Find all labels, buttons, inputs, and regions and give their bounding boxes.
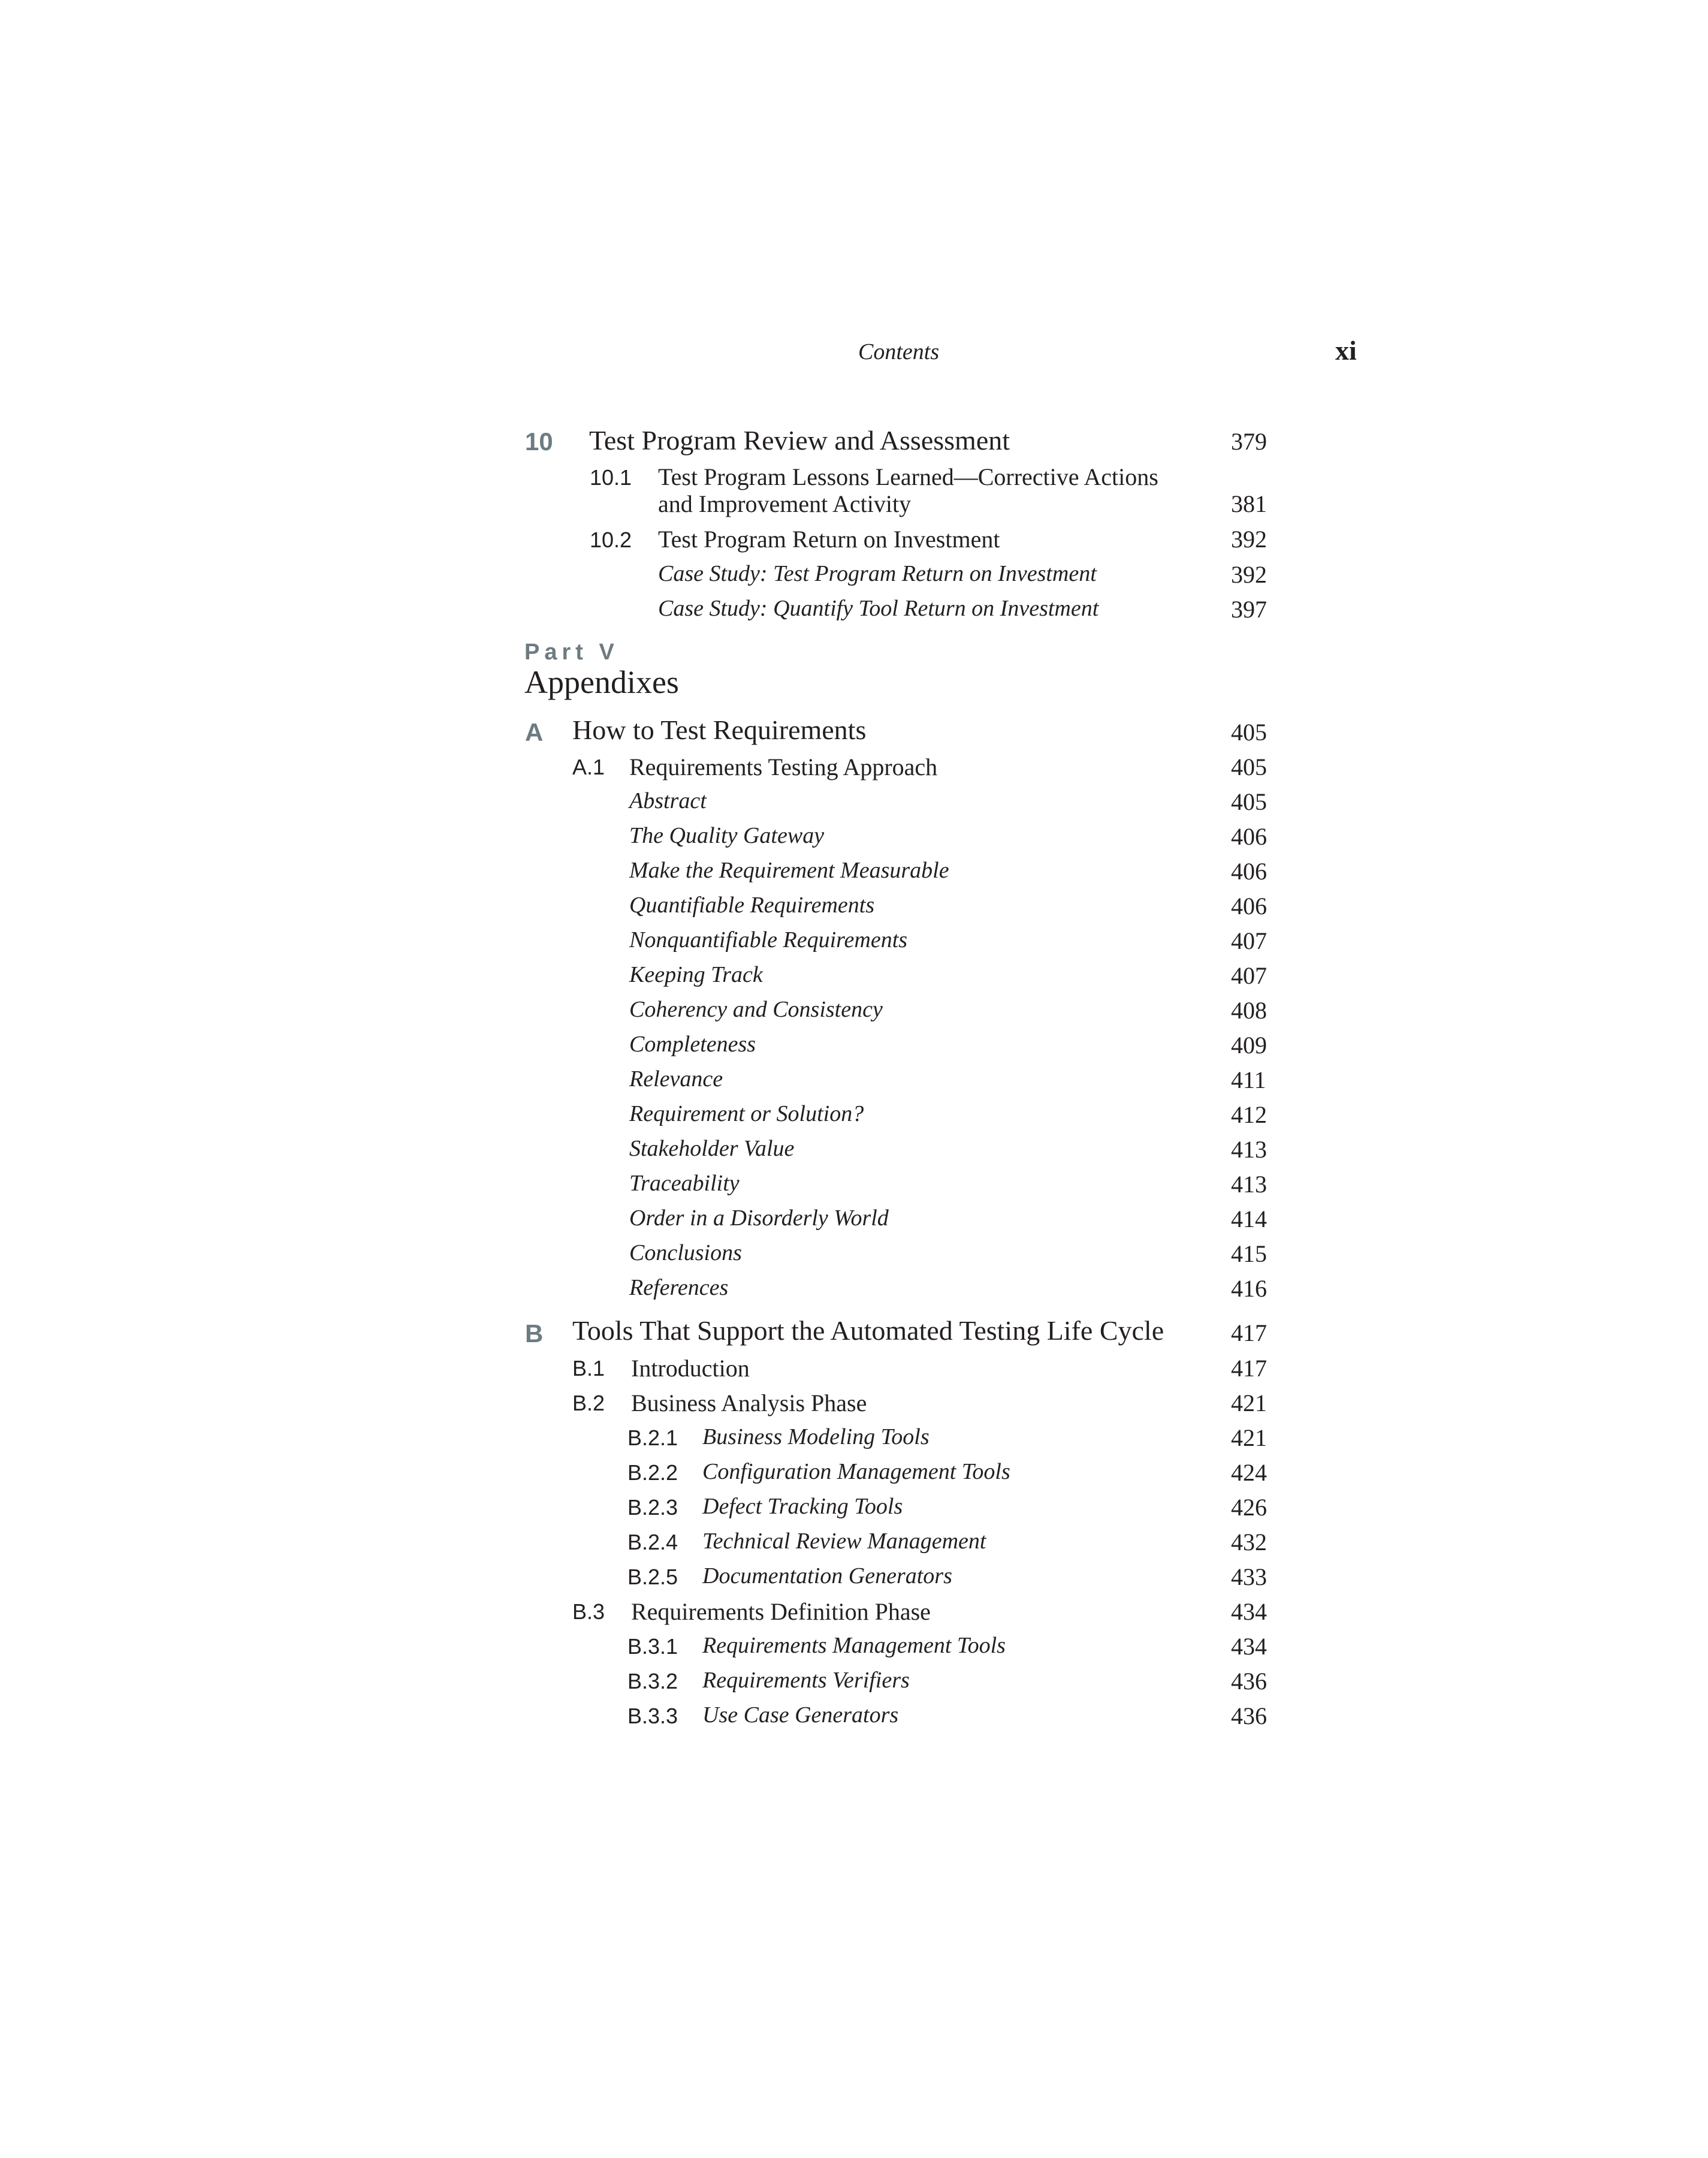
section-number: B.2 bbox=[572, 1391, 605, 1415]
page-number: xi bbox=[1335, 335, 1357, 366]
toc-item-title: Completeness bbox=[629, 1032, 756, 1057]
toc-item-page: 407 bbox=[1231, 962, 1267, 989]
toc-item-title: Nonquantifiable Requirements bbox=[629, 927, 908, 953]
appendix-page: 417 bbox=[1231, 1319, 1267, 1346]
appendix-letter: A bbox=[525, 718, 544, 746]
case-study-page: 397 bbox=[1231, 596, 1267, 623]
subsection-number: B.2.5 bbox=[627, 1565, 678, 1589]
section-title: Requirements Definition Phase bbox=[631, 1598, 931, 1625]
subsection-page: 434 bbox=[1231, 1633, 1267, 1660]
subsection-page: 432 bbox=[1231, 1529, 1267, 1556]
toc-item-page: 406 bbox=[1231, 893, 1267, 920]
section-title: Introduction bbox=[631, 1355, 750, 1382]
subsection-number: B.3.1 bbox=[627, 1634, 678, 1659]
subsection-title: Use Case Generators bbox=[702, 1702, 899, 1728]
part-label: Part V bbox=[524, 640, 619, 665]
toc-item-page: 413 bbox=[1231, 1136, 1267, 1163]
toc-item-page: 405 bbox=[1231, 788, 1267, 815]
section-number: A.1 bbox=[572, 755, 605, 779]
section-title: Requirements Testing Approach bbox=[629, 754, 938, 780]
toc-item-page: 416 bbox=[1231, 1275, 1267, 1302]
section-number: B.3 bbox=[572, 1599, 605, 1624]
toc-item-title: Coherency and Consistency bbox=[629, 997, 883, 1022]
toc-item-title: Quantifiable Requirements bbox=[629, 893, 875, 918]
part-title: Appendixes bbox=[524, 664, 679, 700]
toc-item-title: Keeping Track bbox=[629, 962, 763, 987]
subsection-title: Configuration Management Tools bbox=[702, 1459, 1010, 1484]
toc-item-page: 414 bbox=[1231, 1205, 1267, 1232]
toc-item-title: Abstract bbox=[629, 788, 707, 813]
subsection-title: Defect Tracking Tools bbox=[702, 1494, 903, 1519]
toc-item-title: References bbox=[629, 1275, 729, 1300]
toc-item-title: Conclusions bbox=[629, 1240, 742, 1265]
appendix-letter: B bbox=[525, 1319, 544, 1348]
appendix-page: 405 bbox=[1231, 719, 1267, 746]
toc-item-title: Stakeholder Value bbox=[629, 1136, 795, 1161]
section-page: 381 bbox=[1231, 490, 1267, 517]
toc-item-page: 413 bbox=[1231, 1171, 1267, 1198]
case-study-title: Case Study: Quantify Tool Return on Investment bbox=[658, 596, 1099, 621]
toc-item-title: Relevance bbox=[629, 1066, 723, 1092]
toc-item-page: 412 bbox=[1231, 1101, 1267, 1128]
section-title: Business Analysis Phase bbox=[631, 1390, 867, 1416]
toc-item-title: The Quality Gateway bbox=[629, 823, 825, 848]
toc-item-title: Order in a Disorderly World bbox=[629, 1205, 889, 1231]
section-title-line1: Test Program Lessons Learned—Corrective Actions bbox=[658, 463, 1158, 490]
toc-item-title: Traceability bbox=[629, 1171, 740, 1196]
subsection-page: 424 bbox=[1231, 1459, 1267, 1486]
subsection-page: 421 bbox=[1231, 1424, 1267, 1451]
subsection-page: 433 bbox=[1231, 1563, 1267, 1590]
section-number: 10.1 bbox=[590, 465, 632, 490]
toc-item-page: 411 bbox=[1231, 1066, 1266, 1093]
subsection-title: Business Modeling Tools bbox=[702, 1424, 930, 1449]
chapter-page: 379 bbox=[1231, 428, 1267, 455]
toc-item-page: 406 bbox=[1231, 823, 1267, 850]
toc-item-page: 409 bbox=[1231, 1032, 1267, 1059]
subsection-page: 436 bbox=[1231, 1668, 1267, 1695]
section-title-line2: and Improvement Activity bbox=[658, 490, 912, 517]
subsection-number: B.2.2 bbox=[627, 1460, 678, 1485]
subsection-number: B.3.2 bbox=[627, 1669, 678, 1693]
subsection-title: Requirements Verifiers bbox=[702, 1668, 910, 1693]
subsection-page: 436 bbox=[1231, 1702, 1267, 1729]
case-study-title: Case Study: Test Program Return on Investment bbox=[658, 561, 1097, 586]
subsection-title: Requirements Management Tools bbox=[702, 1633, 1006, 1658]
section-title: Test Program Return on Investment bbox=[658, 526, 1000, 553]
subsection-title: Technical Review Management bbox=[702, 1529, 986, 1554]
section-page: 392 bbox=[1231, 526, 1267, 553]
appendix-title: Tools That Support the Automated Testing Life Cycle bbox=[572, 1315, 1164, 1346]
section-page: 405 bbox=[1231, 754, 1267, 780]
subsection-page: 426 bbox=[1231, 1494, 1267, 1521]
chapter-title: Test Program Review and Assessment bbox=[589, 425, 1010, 456]
chapter-number: 10 bbox=[525, 427, 553, 456]
toc-item-title: Make the Requirement Measurable bbox=[629, 858, 949, 883]
section-number: 10.2 bbox=[590, 528, 632, 552]
toc-item-title: Requirement or Solution? bbox=[629, 1101, 864, 1126]
section-number: B.1 bbox=[572, 1356, 605, 1381]
toc-item-page: 408 bbox=[1231, 997, 1267, 1024]
subsection-number: B.2.1 bbox=[627, 1425, 678, 1450]
subsection-number: B.2.3 bbox=[627, 1495, 678, 1520]
toc-item-page: 415 bbox=[1231, 1240, 1267, 1267]
subsection-title: Documentation Generators bbox=[702, 1563, 952, 1589]
toc-item-page: 407 bbox=[1231, 927, 1267, 954]
subsection-number: B.2.4 bbox=[627, 1530, 678, 1554]
section-page: 434 bbox=[1231, 1598, 1267, 1625]
subsection-number: B.3.3 bbox=[627, 1704, 678, 1728]
section-page: 421 bbox=[1231, 1390, 1267, 1416]
appendix-title: How to Test Requirements bbox=[572, 715, 867, 745]
section-page: 417 bbox=[1231, 1355, 1267, 1382]
toc-item-page: 406 bbox=[1231, 858, 1267, 885]
case-study-page: 392 bbox=[1231, 561, 1267, 588]
running-header-title: Contents bbox=[858, 339, 940, 364]
